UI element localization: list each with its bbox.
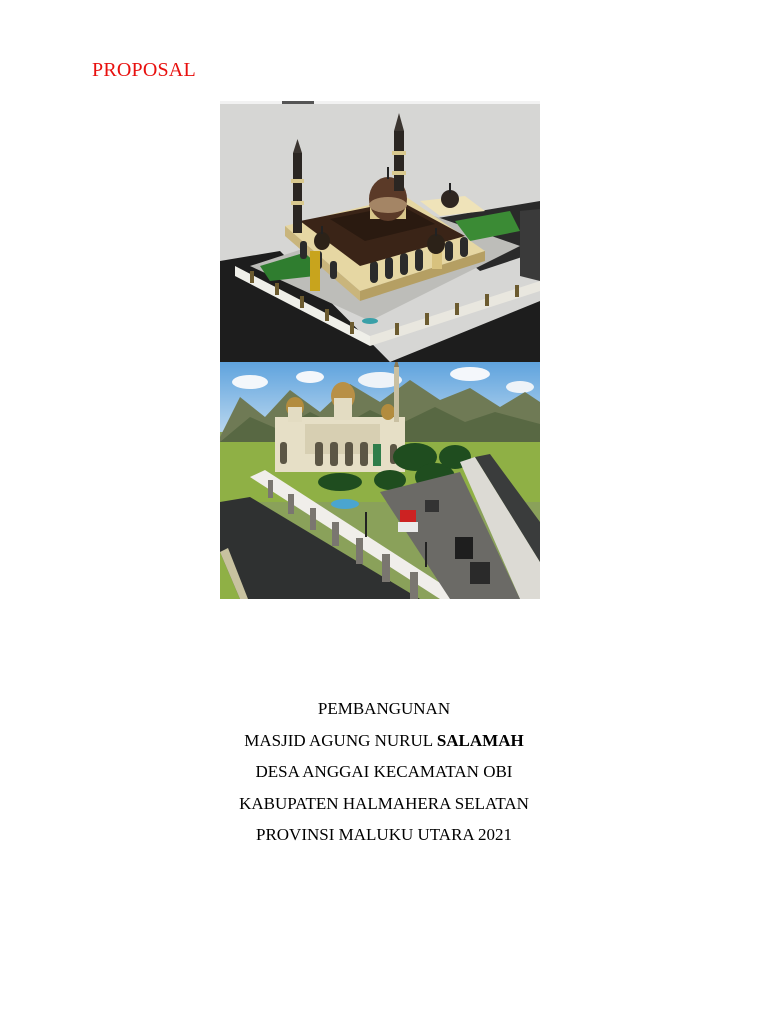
- project-title-block: [0, 693, 768, 851]
- title-line-5: PROVINSI MALUKU UTARA 2021: [255, 825, 512, 844]
- title-line-1: PEMBANGUNAN: [317, 699, 451, 718]
- title-line-4: KABUPATEN HALMAHERA SELATAN: [239, 793, 529, 813]
- mosque-model-icon: [220, 101, 540, 362]
- title-line-2-regular: MASJID AGUNG NURUL: [244, 730, 437, 750]
- document-heading: PROPOSAL: [92, 59, 196, 81]
- title-line-3: DESA ANGGAI KECAMATAN OBI: [255, 762, 513, 781]
- title-line-2: [0, 725, 768, 757]
- mosque-render-top-image: [220, 101, 540, 362]
- title-line-2-bold: SALAMAH: [436, 730, 524, 750]
- mosque-render-landscape-image: [220, 362, 540, 599]
- mosque-landscape-icon: [220, 362, 540, 599]
